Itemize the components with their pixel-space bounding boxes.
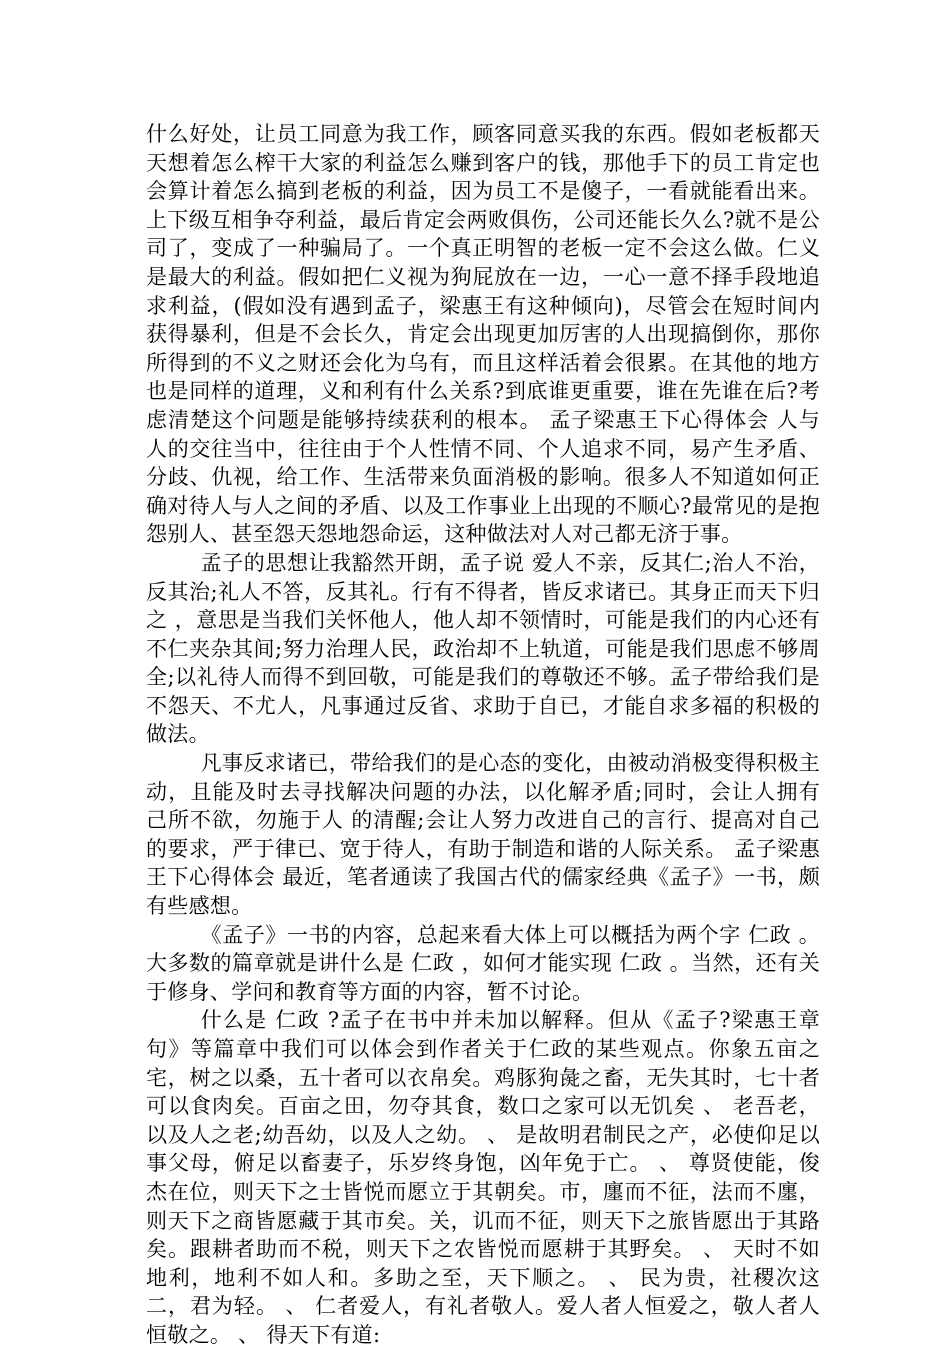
- paragraph-5: 什么是 仁政 ?孟子在书中并未加以解释。但从《孟子?梁惠王章句》等篇章中我们可以体会到作者关于仁政的某些观点。你象五亩之宅，树之以桑，五十者可以衣帛矣。鸡豚狗彘之畜，无失其时，七十者可以食肉矣。百亩之田，勿夺其食，数口之家可以无饥矣 、 老吾老，以及人之老;幼吾幼，以及人之幼。 、 是故明君制民之产，必使仰足以事父母，俯足以畜妻子，乐岁终身饱，凶年免于亡。 、 尊贤使能，俊杰在位，则天下之士皆悦而愿立于其朝矣。市，廛而不征，法而不廛，则天下之商皆愿藏于其市矣。关，讥而不征，则天下之旅皆愿出于其路矣。跟耕者助而不税，则天下之农皆悦而愿耕于其野矣。 、 天时不如地利，地利不如人和。多助之至，天下顺之。 、 民为贵，社稷次这二，君为轻。 、 仁者爱人，有礼者敬人。爱人者人恒爱之，敬人者人恒敬之。 、 得天下有道:: [146, 1008, 820, 1347]
- paragraph-3: 凡事反求诸已，带给我们的是心态的变化，由被动消极变得积极主动，且能及时去寻找解决问题的办法，以化解矛盾;同时，会让人拥有 己所不欲，勿施于人 的清醒;会让人努力改进自己的言行、提高对自己的要求，严于律已、宽于待人，有助于制造和谐的人际关系。 孟子梁惠王下心得体会 最近，笔者通读了我国古代的儒家经典《孟子》一书，颇有些感想。: [146, 751, 820, 919]
- paragraph-1: 什么好处，让员工同意为我工作，顾客同意买我的东西。假如老板都天天想着怎么榨干大家的利益怎么赚到客户的钱，那他手下的员工肯定也会算计着怎么搞到老板的利益，因为员工不是傻子，一看就能看出来。上下级互相争夺利益，最后肯定会两败俱伤，公司还能长久么?就不是公司了，变成了一种骗局了。一个真正明智的老板一定不会这么做。仁义是最大的利益。假如把仁义视为狗屁放在一边，一心一意不择手段地追求利益，(假如没有遇到孟子，梁惠王有这种倾向)，尽管会在短时间内获得暴利，但是不会长久，肯定会出现更加厉害的人出现搞倒你，那你所得到的不义之财还会化为乌有，而且这样活着会很累。在其他的地方也是同样的道理，义和利有什么关系?到底谁更重要，谁在先谁在后?考虑清楚这个问题是能够持续获利的根本。 孟子梁惠王下心得体会 人与人的交往当中，往往由于个人性情不同、个人追求不同，易产生矛盾、分歧、仇视，给工作、生活带来负面消极的影响。很多人不知道如何正确对待人与人之间的矛盾、以及工作事业上出现的不顺心?最常见的是抱怨别人、甚至怨天怨地怨命运，这种做法对人对己都无济于事。: [146, 122, 820, 547]
- paragraph-2: 孟子的思想让我豁然开朗，孟子说 爱人不亲，反其仁;治人不治，反其治;礼人不答，反其礼。行有不得者，皆反求诸已。其身正而天下归之 ，意思是当我们关怀他人，他人却不领情时，可能是我们的内心还有不仁夹杂其间;努力治理人民，政治却不上轨道，可能是我们思虑不够周全;以礼待人而得不到回敬，可能是我们的尊敬还不够。孟子带给我们是不怨天、不尤人，凡事通过反省、求助于自已，才能自求多福的积极的做法。: [146, 550, 820, 747]
- document-page: [146, 120, 820, 1350]
- paragraph-4: 《孟子》一书的内容，总起来看大体上可以概括为两个字 仁政 。大多数的篇章就是讲什么是 仁政 ，如何才能实现 仁政 。当然，还有关于修身、学问和教育等方面的内容，暂不讨论。: [146, 922, 820, 1004]
